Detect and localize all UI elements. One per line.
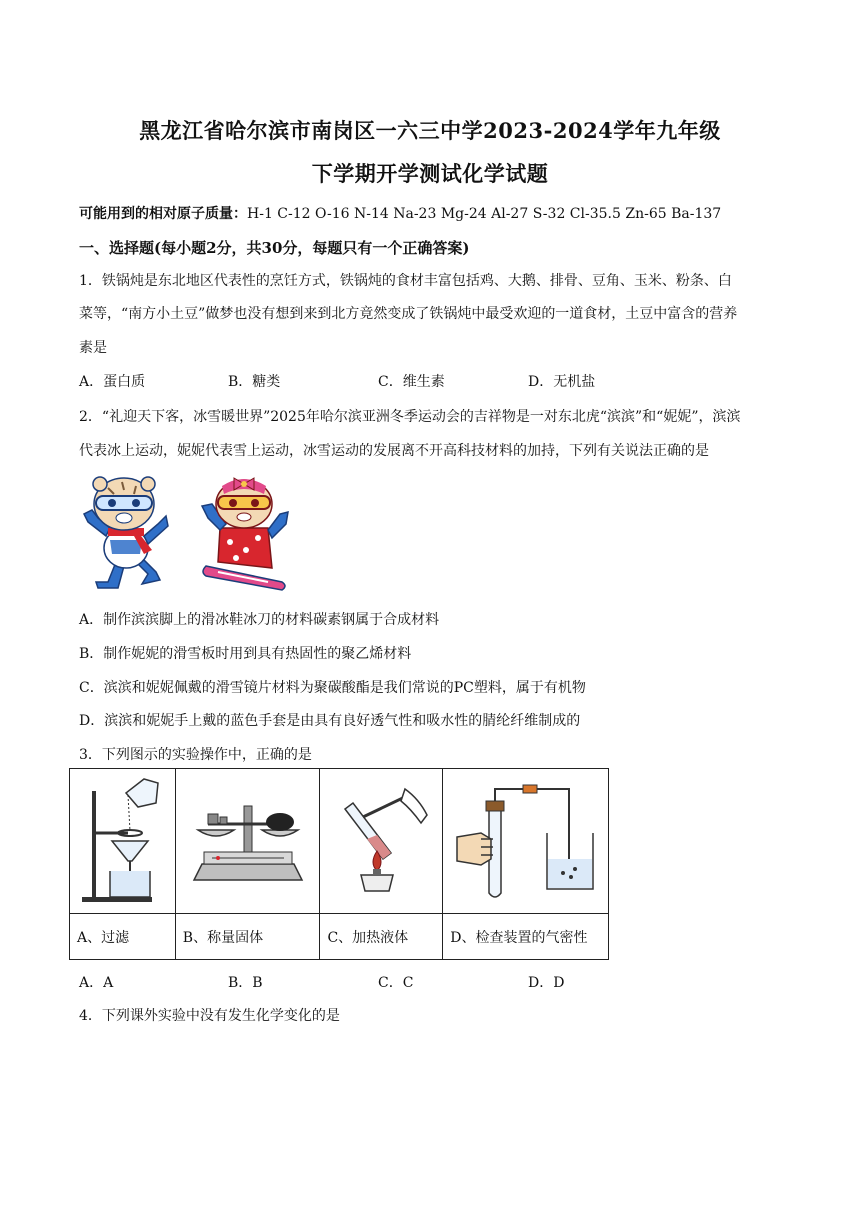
q3-option-d: D．D [528, 975, 565, 991]
q3-option-c: C．C [378, 975, 414, 991]
experiment-operations-table [69, 768, 609, 960]
q2-option-d: D．滨滨和妮妮手上戴的蓝色手套是由具有良好透气性和吸水性的腈纶纤维制成的 [79, 713, 581, 729]
heating-diagram [323, 779, 439, 899]
q1-option-d: D．无机盐 [528, 374, 596, 390]
caption-heating: C、加热液体 [320, 914, 443, 960]
q2-line1: 2．“礼迎天下客，冰雪暖世界”2025年哈尔滨亚洲冬季运动会的吉祥物是一对东北虎“滨滨”和“妮妮”，滨滨 [79, 409, 741, 425]
filtration-cell [70, 769, 176, 914]
q1-option-c: C．维生素 [378, 374, 445, 390]
atomic-mass-values: H-1 C-12 O-16 N-14 Na-23 Mg-24 Al-27 S-32 Cl-35.5 Zn-65 Ba-137 [247, 206, 722, 222]
q2-option-a: A．制作滨滨脚上的滑冰鞋冰刀的材料碳素钢属于合成材料 [79, 612, 440, 628]
atomic-mass-label: 可能用到的相对原子质量： [79, 206, 247, 222]
q1-line1: 1．铁锅炖是东北地区代表性的烹饪方式，铁锅炖的食材丰富包括鸡、大鹅、排骨、豆角、玉米、粉条、白 [79, 273, 732, 289]
q1-option-a: A．蛋白质 [79, 374, 146, 390]
q4-line1: 4．下列课外实验中没有发生化学变化的是 [79, 1008, 340, 1024]
q3-line1: 3．下列图示的实验操作中，正确的是 [79, 747, 312, 763]
atomic-mass-line [79, 203, 789, 223]
q1-line3: 素是 [79, 340, 107, 356]
heating-cell [320, 769, 443, 914]
exam-title-line2: 下学期开学测试化学试题 [311, 161, 549, 186]
airtightness-cell [443, 769, 609, 914]
caption-airtightness: D、检查装置的气密性 [443, 914, 609, 960]
mascot-nini-image [198, 472, 290, 592]
q2-line2: 代表冰上运动，妮妮代表雪上运动，冰雪运动的发展离不开高科技材料的加持，下列有关说法正确的是 [79, 443, 709, 459]
airtightness-diagram [451, 777, 601, 901]
q1-line2: 菜等，“南方小土豆”做梦也没有想到来到北方竟然变成了铁锅炖中最受欢迎的一道食材，土豆中富含的营养 [79, 306, 738, 322]
mascot-binbin-image [78, 474, 170, 592]
exam-title-line1: 黑龙江省哈尔滨市南岗区一六三中学2023-2024学年九年级 [139, 118, 721, 143]
caption-filtration: A、过滤 [70, 914, 176, 960]
q1-option-b: B．糖类 [228, 374, 281, 390]
q3-option-a: A．A [79, 975, 114, 991]
section-heading: 一、选择题(每小题2分，共30分，每题只有一个正确答案) [79, 239, 470, 257]
q2-option-b: B．制作妮妮的滑雪板时用到具有热固性的聚乙烯材料 [79, 646, 412, 662]
caption-weighing: B、称量固体 [175, 914, 320, 960]
weighing-cell [175, 769, 320, 914]
q3-option-b: B．B [228, 975, 263, 991]
filtration-diagram [74, 771, 170, 907]
q2-option-c: C．滨滨和妮妮佩戴的滑雪镜片材料为聚碳酸酯是我们常说的PC塑料，属于有机物 [79, 680, 586, 696]
balance-diagram [184, 784, 312, 894]
